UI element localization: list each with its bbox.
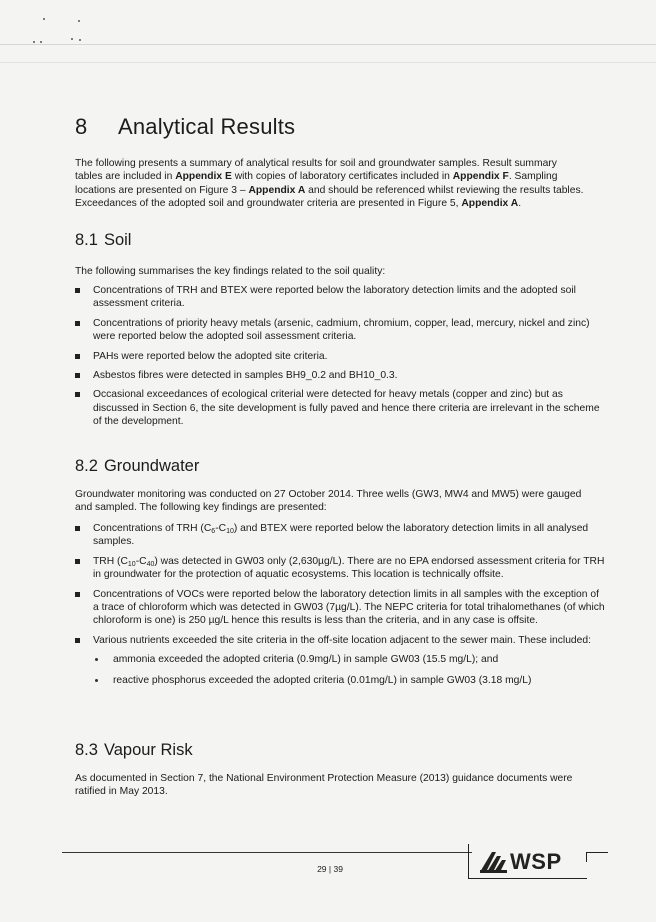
list-item xyxy=(75,317,605,344)
logo-frame-tick xyxy=(586,852,587,862)
bullet-icon xyxy=(75,321,80,326)
list-item xyxy=(75,522,605,549)
subsection-title: Soil xyxy=(103,231,132,249)
bullet-icon xyxy=(75,288,80,293)
intro-text: and should be referenced whilst reviewing the results tables. Exceedances of the adopted soil and groundwater criteria are presented in Figure 5, xyxy=(75,184,584,210)
list-item-text: Various nutrients exceeded the site criteria in the off-site location adjacent to the sewer main. These included: xyxy=(93,634,591,646)
sub-list-item xyxy=(93,674,605,687)
list-item xyxy=(75,588,605,628)
section-heading xyxy=(75,114,295,140)
wsp-logo-icon xyxy=(478,850,508,874)
intro-text: with copies of laboratory certificates included in xyxy=(231,171,453,183)
groundwater-findings-list xyxy=(75,522,605,694)
subscript: 10 xyxy=(226,528,234,535)
list-item-text: Occasional exceedances of ecological criterial were detected for heavy metals (copper and zinc) but as discussed in Section 6, the site development is fully paved and hence there criteria are irrelevant in the scheme of the development. xyxy=(93,389,600,428)
list-item xyxy=(75,634,605,687)
list-item-text: PAHs were reported below the adopted site criteria. xyxy=(93,350,328,362)
groundwater-intro: Groundwater monitoring was conducted on 27 October 2014. Three wells (GW3, MW4 and MW5) were gauged and sampled. The following key findings are presented: xyxy=(75,489,582,514)
bullet-icon xyxy=(75,592,80,597)
intro-text: . xyxy=(518,198,522,210)
intro-bold: Appendix F xyxy=(452,171,509,183)
list-item-text: TRH (C xyxy=(93,555,128,567)
sub-list-item xyxy=(93,653,605,666)
section-title: Analytical Results xyxy=(118,114,296,139)
section-intro-paragraph xyxy=(75,157,587,211)
scan-edge-line xyxy=(0,44,656,45)
subsection-number: 8.3 xyxy=(75,741,98,759)
list-item-text: ) was detected in GW03 only (2,630µg/L). There are no EPA endorsed assessment criteria for TRH in groundwater for the protection of aquatic ecosystems. This location is technically offsite. xyxy=(93,555,605,581)
list-item-text: -C xyxy=(215,523,227,534)
page-number: 29 | 39 xyxy=(317,864,343,874)
list-item-text: Concentrations of VOCs were reported below the laboratory detection limits in all samples with the exception of a trace of chloroform which was detected in GW03 (7µg/L). The NEPC criteria for total trihalomethanes (of which chloroform is one) is 250 µg/L hence this results is less than the criteria, and in any case is offsite. xyxy=(93,588,605,627)
soil-intro: The following summarises the key findings related to the soil quality: xyxy=(75,266,386,277)
subsection-number: 8.1 xyxy=(75,231,98,249)
bullet-icon xyxy=(75,392,80,397)
wsp-logo-text: WSP xyxy=(510,849,562,874)
subsection-heading-soil xyxy=(75,231,131,250)
bullet-icon xyxy=(75,559,80,564)
sub-list-item-text: reactive phosphorus exceeded the adopted criteria (0.01mg/L) in sample GW03 (3.18 mg/L) xyxy=(113,674,532,686)
soil-findings-list xyxy=(75,284,605,435)
intro-bold: Appendix E xyxy=(175,171,232,183)
intro-bold: Appendix A xyxy=(461,198,519,210)
sub-list-item-text: ammonia exceeded the adopted criteria (0.9mg/L) in sample GW03 (15.5 mg/L); and xyxy=(113,654,499,666)
list-item-text: Concentrations of TRH and BTEX were reported below the laboratory detection limits and the adopted soil assessment criteria. xyxy=(93,285,576,310)
footer-rule xyxy=(62,852,472,853)
list-item-text: ) and BTEX were reported below the laboratory detection limits in all analysed samples. xyxy=(93,523,589,548)
list-item xyxy=(75,350,605,363)
logo-frame-tick xyxy=(586,852,608,853)
subsection-title: Groundwater xyxy=(103,457,200,475)
list-item-text: Concentrations of TRH (C xyxy=(93,523,212,534)
list-item xyxy=(75,555,605,582)
subsection-heading-groundwater xyxy=(75,457,199,476)
list-item xyxy=(75,284,605,311)
bullet-icon xyxy=(75,373,80,378)
list-item xyxy=(75,388,605,428)
intro-text: . Sampling locations are presented on Figure 3 – xyxy=(75,171,558,196)
section-number: 8 xyxy=(75,114,88,139)
subsection-title: Vapour Risk xyxy=(103,741,193,759)
vapour-paragraph: As documented in Section 7, the National Environment Protection Measure (2013) guidance documents were ratified in May 2013. xyxy=(75,773,573,798)
subsection-heading-vapour xyxy=(75,741,193,760)
list-item-text: Asbestos fibres were detected in samples BH9_0.2 and BH10_0.3. xyxy=(93,370,398,382)
subsection-number: 8.2 xyxy=(75,457,98,475)
nutrient-sublist xyxy=(93,653,605,687)
bullet-icon xyxy=(75,526,80,531)
subscript: 6 xyxy=(211,528,216,535)
bullet-icon xyxy=(75,638,80,643)
bullet-icon xyxy=(75,354,80,359)
scan-edge-line xyxy=(0,62,656,63)
list-item xyxy=(75,369,605,382)
intro-text: The following presents a summary of analytical results for soil and groundwater samples. Result summary tables are included in xyxy=(75,158,557,183)
dot-bullet-icon xyxy=(95,658,98,661)
dot-bullet-icon xyxy=(95,679,98,682)
list-item-text: -C xyxy=(135,555,147,567)
list-item-text: Concentrations of priority heavy metals (arsenic, cadmium, chromium, copper, lead, mercury, nickel and zinc) were reported below the adopted soil assessment criteria. xyxy=(93,317,590,343)
subscript: 40 xyxy=(146,560,155,568)
intro-bold: Appendix A xyxy=(248,184,306,196)
subscript: 10 xyxy=(127,560,136,568)
wsp-logo xyxy=(478,848,562,876)
